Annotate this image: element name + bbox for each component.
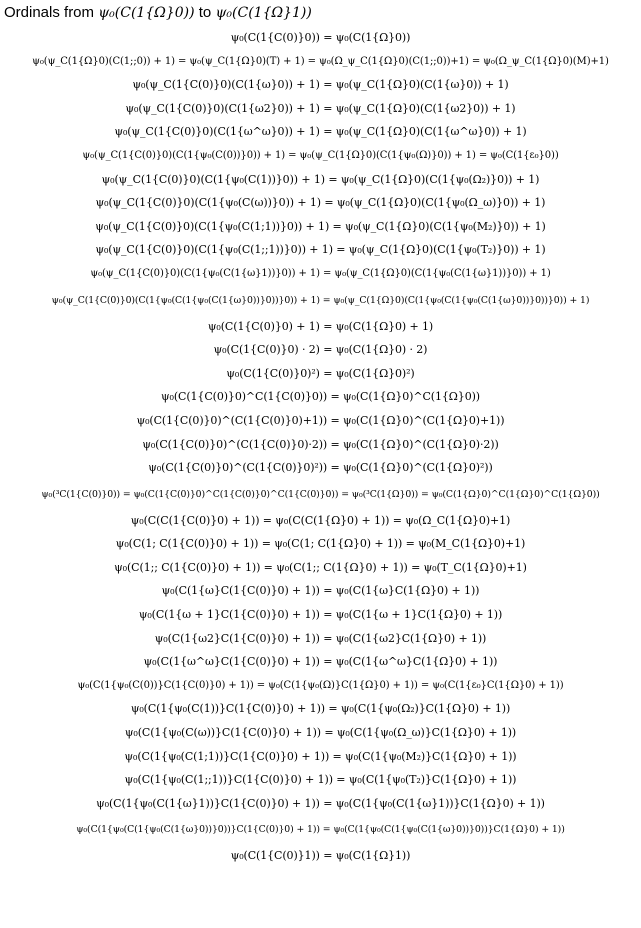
equation-row: ψ₀(ψ_C(1{C(0)}0)(C(1{ψ₀(C(1;1))}0)) + 1) = ψ₀(ψ_C(1{Ω}0)(C(1{ψ₀(M₂)}0)) + 1) bbox=[95, 219, 546, 233]
equation-row: ψ₀(C(1{C(0)}0)^(C(1{C(0)}0)·2)) = ψ₀(C(1{Ω}0)^(C(1{Ω}0)·2)) bbox=[142, 437, 499, 451]
equation-row: ψ₀(C(1;; C(1{C(0)}0) + 1)) = ψ₀(C(1;; C(1{Ω}0) + 1)) = ψ₀(T_C(1{Ω}0)+1) bbox=[114, 560, 527, 574]
title-to-expr: ψ₀(C(1{Ω}1)) bbox=[215, 5, 312, 21]
title-middle: to bbox=[198, 4, 216, 21]
equation-row: ψ₀(C(C(1{C(0)}0) + 1)) = ψ₀(C(C(1{Ω}0) + 1)) = ψ₀(Ω_C(1{Ω}0)+1) bbox=[130, 513, 511, 527]
equation-row: ψ₀(C(1{C(0)}0) · 2) = ψ₀(C(1{Ω}0) · 2) bbox=[213, 343, 428, 357]
equation-row: ψ₀(C(1{C(0)}0)^C(1{C(0)}0)) = ψ₀(C(1{Ω}0)^C(1{Ω}0)) bbox=[161, 390, 480, 404]
equation-row: ψ₀(C(1{ψ₀(C(1{ψ₀(C(1{ω}0))}0))}C(1{C(0)}0) + 1)) = ψ₀(C(1{ψ₀(C(1{ψ₀(C(1{ω}0))}0))}C(1{Ω}0) + 1)) bbox=[76, 824, 565, 836]
equation-row: ψ₀(ψ_C(1{C(0)}0)(C(1{ψ₀(C(0))}0)) + 1) = ψ₀(ψ_C(1{Ω}0)(C(1{ψ₀(Ω)}0)) + 1) = ψ₀(C(1{ε₀}0)) bbox=[82, 149, 559, 161]
equation-row: ψ₀(ψ_C(1{Ω}0)(C(1;;0)) + 1) = ψ₀(ψ_C(1{Ω}0)(T) + 1) = ψ₀(Ω_ψ_C(1{Ω}0)(C(1;;0))+1) = ψ₀(Ω_ψ_C(1{Ω}0)(M)+1) bbox=[32, 55, 609, 67]
title-prefix: Ordinals from bbox=[4, 4, 99, 21]
equation-row: ψ₀(C(1{ψ₀(C(1))}C(1{C(0)}0) + 1)) = ψ₀(C(1{ψ₀(Ω₂)}C(1{Ω}0) + 1)) bbox=[130, 702, 511, 716]
equation-row: ψ₀(³C(1{C(0)}0)) = ψ₀(C(1{C(0)}0)^C(1{C(0)}0)^C(1{C(0)}0)) = ψ₀(³C(1{Ω}0)) = ψ₀(C(1{Ω}0)^C(1{Ω}0)^C(1{Ω}0)) bbox=[41, 488, 600, 500]
equation-row: ψ₀(C(1{C(0)}0)^(C(1{C(0)}0)+1)) = ψ₀(C(1{Ω}0)^(C(1{Ω}0)+1)) bbox=[136, 413, 505, 427]
equation-row: ψ₀(C(1{C(0)}0) + 1) = ψ₀(C(1{Ω}0) + 1) bbox=[207, 319, 434, 333]
equation-row: ψ₀(ψ_C(1{C(0)}0)(C(1{ψ₀(C(1;;1))}0)) + 1) = ψ₀(ψ_C(1{Ω}0)(C(1{ψ₀(T₂)}0)) + 1) bbox=[95, 243, 546, 257]
equation-row: ψ₀(C(1{ψ₀(C(1;;1))}C(1{C(0)}0) + 1)) = ψ₀(C(1{ψ₀(T₂)}C(1{Ω}0) + 1)) bbox=[124, 773, 517, 787]
equation-row: ψ₀(C(1{ψ₀(C(1{ω}1))}C(1{C(0)}0) + 1)) = ψ₀(C(1{ψ₀(C(1{ω}1))}C(1{Ω}0) + 1)) bbox=[96, 796, 545, 810]
equation-row: ψ₀(C(1{C(0)}0)²) = ψ₀(C(1{Ω}0)²) bbox=[226, 366, 415, 380]
equation-row: ψ₀(C(1{C(0)}0)^(C(1{C(0)}0)²)) = ψ₀(C(1{Ω}0)^(C(1{Ω}0)²)) bbox=[148, 461, 493, 475]
title-from-expr: ψ₀(C(1{Ω}0)) bbox=[98, 5, 195, 21]
page-title bbox=[4, 2, 312, 24]
equation-row: ψ₀(C(1{ψ₀(C(1;1))}C(1{C(0)}0) + 1)) = ψ₀(C(1{ψ₀(M₂)}C(1{Ω}0) + 1)) bbox=[124, 749, 517, 763]
equation-row: ψ₀(ψ_C(1{C(0)}0)(C(1{ψ₀(C(1))}0)) + 1) = ψ₀(ψ_C(1{Ω}0)(C(1{ψ₀(Ω₂)}0)) + 1) bbox=[101, 172, 540, 186]
equation-row: ψ₀(ψ_C(1{C(0)}0)(C(1{ψ₀(C(1{ω}1))}0)) + 1) = ψ₀(ψ_C(1{Ω}0)(C(1{ψ₀(C(1{ω}1))}0)) + 1) bbox=[90, 267, 551, 279]
equation-list bbox=[0, 26, 641, 868]
equation-row: ψ₀(ψ_C(1{C(0)}0)(C(1{ψ₀(C(1{ψ₀(C(1{ω}0))}0))}0)) + 1) = ψ₀(ψ_C(1{Ω}0)(C(1{ψ₀(C(1{ψ₀(C(1{ω}0))}0))}0)) + 1) bbox=[51, 294, 590, 306]
equation-row: ψ₀(ψ_C(1{C(0)}0)(C(1{ω^ω}0)) + 1) = ψ₀(ψ_C(1{Ω}0)(C(1{ω^ω}0)) + 1) bbox=[114, 125, 527, 139]
equation-row: ψ₀(C(1{ω^ω}C(1{C(0)}0) + 1)) = ψ₀(C(1{ω^ω}C(1{Ω}0) + 1)) bbox=[143, 655, 498, 669]
equation-row: ψ₀(ψ_C(1{C(0)}0)(C(1{ω2}0)) + 1) = ψ₀(ψ_C(1{Ω}0)(C(1{ω2}0)) + 1) bbox=[125, 101, 516, 115]
equation-row: ψ₀(C(1{ω2}C(1{C(0)}0) + 1)) = ψ₀(C(1{ω2}C(1{Ω}0) + 1)) bbox=[154, 631, 487, 645]
equation-row: ψ₀(ψ_C(1{C(0)}0)(C(1{ω}0)) + 1) = ψ₀(ψ_C(1{Ω}0)(C(1{ω}0)) + 1) bbox=[132, 78, 509, 92]
equation-row: ψ₀(C(1{ψ₀(C(0))}C(1{C(0)}0) + 1)) = ψ₀(C(1{ψ₀(Ω)}C(1{Ω}0) + 1)) = ψ₀(C(1{ε₀}C(1{Ω}0) + 1)) bbox=[77, 679, 564, 691]
equation-row: ψ₀(C(1{ψ₀(C(ω))}C(1{C(0)}0) + 1)) = ψ₀(C(1{ψ₀(Ω_ω)}C(1{Ω}0) + 1)) bbox=[124, 726, 517, 740]
equation-row: ψ₀(C(1{C(0)}1)) = ψ₀(C(1{Ω}1)) bbox=[230, 849, 411, 863]
equation-row: ψ₀(C(1; C(1{C(0)}0) + 1)) = ψ₀(C(1; C(1{Ω}0) + 1)) = ψ₀(M_C(1{Ω}0)+1) bbox=[115, 537, 526, 551]
equation-row: ψ₀(ψ_C(1{C(0)}0)(C(1{ψ₀(C(ω))}0)) + 1) = ψ₀(ψ_C(1{Ω}0)(C(1{ψ₀(Ω_ω)}0)) + 1) bbox=[95, 196, 546, 210]
equation-row: ψ₀(C(1{ω}C(1{C(0)}0) + 1)) = ψ₀(C(1{ω}C(1{Ω}0) + 1)) bbox=[161, 584, 480, 598]
equation-row: ψ₀(C(1{C(0)}0)) = ψ₀(C(1{Ω}0)) bbox=[230, 31, 411, 44]
equation-row: ψ₀(C(1{ω + 1}C(1{C(0)}0) + 1)) = ψ₀(C(1{ω + 1}C(1{Ω}0) + 1)) bbox=[138, 608, 503, 622]
